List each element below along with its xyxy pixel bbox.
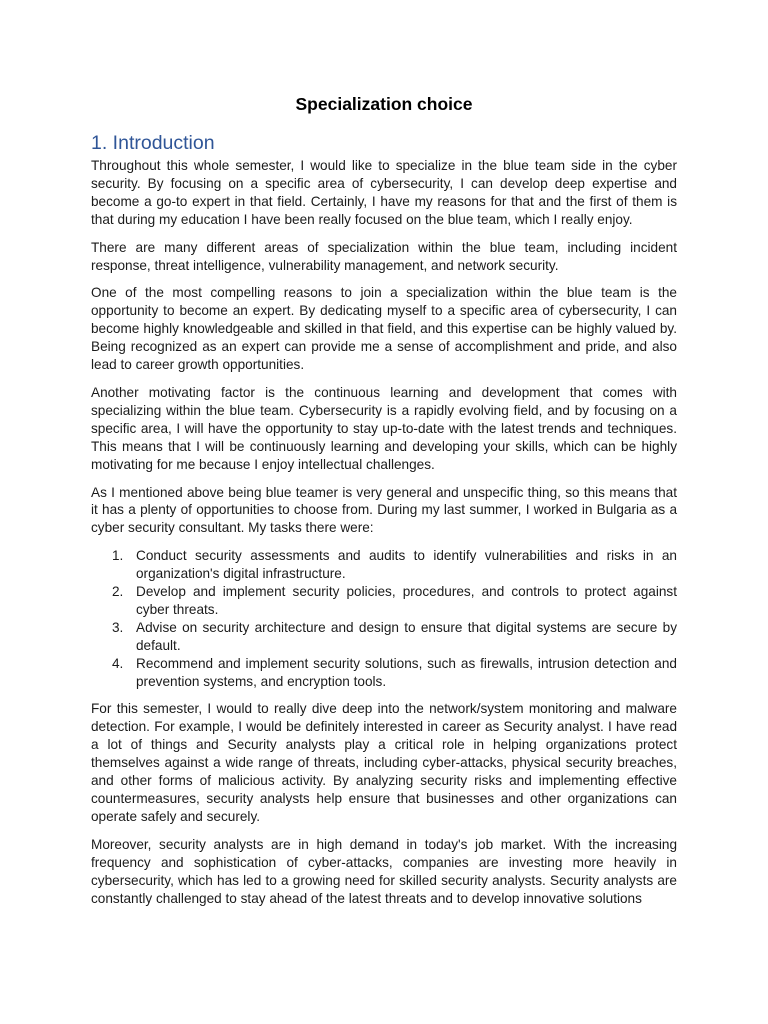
list-item (91, 619, 677, 655)
list-item-number: 1. (112, 548, 124, 564)
document-body (91, 157, 677, 917)
paragraph: There are many different areas of specialization within the blue team, including incident response, threat intelligence, vulnerability management, and network security. (91, 239, 677, 273)
list-item-number: 2. (112, 584, 124, 600)
section-heading-introduction: 1. Introduction (91, 132, 215, 154)
paragraph: Another motivating factor is the continuous learning and development that comes with specializing within the blue team. Cybersecurity is a rapidly evolving field, and by focusing on a specific area, I will have the opportunity to stay up-to-date with the latest trends and techniques. This means that I will be continuously learning and developing your skills, which can be highly motivating for me because I enjoy intellectual challenges. (91, 384, 677, 472)
paragraph: Moreover, security analysts are in high demand in today's job market. With the increasing frequency and sophistication of cyber-attacks, companies are investing more heavily in cybersecurity, which has led to a growing need for skilled security analysts. Security analysts are constantly challenged to stay ahead of the latest threats and to develop innovative solutions (91, 836, 677, 906)
list-item (91, 655, 677, 691)
list-item-text: Advise on security architecture and design to ensure that digital systems are secure by default. (136, 619, 677, 653)
document-title: Specialization choice (295, 94, 473, 114)
paragraph: Throughout this whole semester, I would like to specialize in the blue team side in the cyber security. By focusing on a specific area of cybersecurity, I can develop deep expertise and become a go-to expert in that field. Certainly, I have my reasons for that and the first of them is that during my education I have been really focused on the blue team, which I really enjoy. (91, 158, 677, 227)
paragraph: One of the most compelling reasons to join a specialization within the blue team is the opportunity to become an expert. By dedicating myself to a specific area of cybersecurity, I can become highly knowledgeable and skilled in that field, and this expertise can be highly valued by. Being recognized as an expert can provide me a sense of accomplishment and pride, and also lead to career growth opportunities. (91, 285, 677, 373)
paragraph: As I mentioned above being blue teamer is very general and unspecific thing, so this means that it has a plenty of opportunities to choose from. During my last summer, I worked in Bulgaria as a cyber security consultant. My tasks there were: (91, 484, 677, 536)
list-item-number: 3. (112, 619, 124, 635)
task-list (91, 547, 677, 690)
list-item (91, 583, 677, 619)
list-item (91, 547, 677, 583)
list-item-text: Recommend and implement security solutions, such as firewalls, intrusion detection and prevention systems, and encryption tools. (136, 655, 677, 689)
list-item-text: Develop and implement security policies, procedures, and controls to protect against cyber threats. (136, 584, 677, 617)
list-item-text: Conduct security assessments and audits to identify vulnerabilities and risks in an organization's digital infrastructure. (136, 548, 677, 582)
list-item-number: 4. (112, 655, 124, 671)
paragraph: For this semester, I would to really dive deep into the network/system monitoring and malware detection. For example, I would be definitely interested in career as Security analyst. I have read a lot of things and Security analysts play a critical role in helping organizations protect themselves against a wide range of threats, including cyber-attacks, physical security breaches, and other forms of malicious activity. By analyzing security risks and implementing effective countermeasures, security analysts help ensure that businesses and other organizations can operate safely and securely. (91, 701, 677, 824)
